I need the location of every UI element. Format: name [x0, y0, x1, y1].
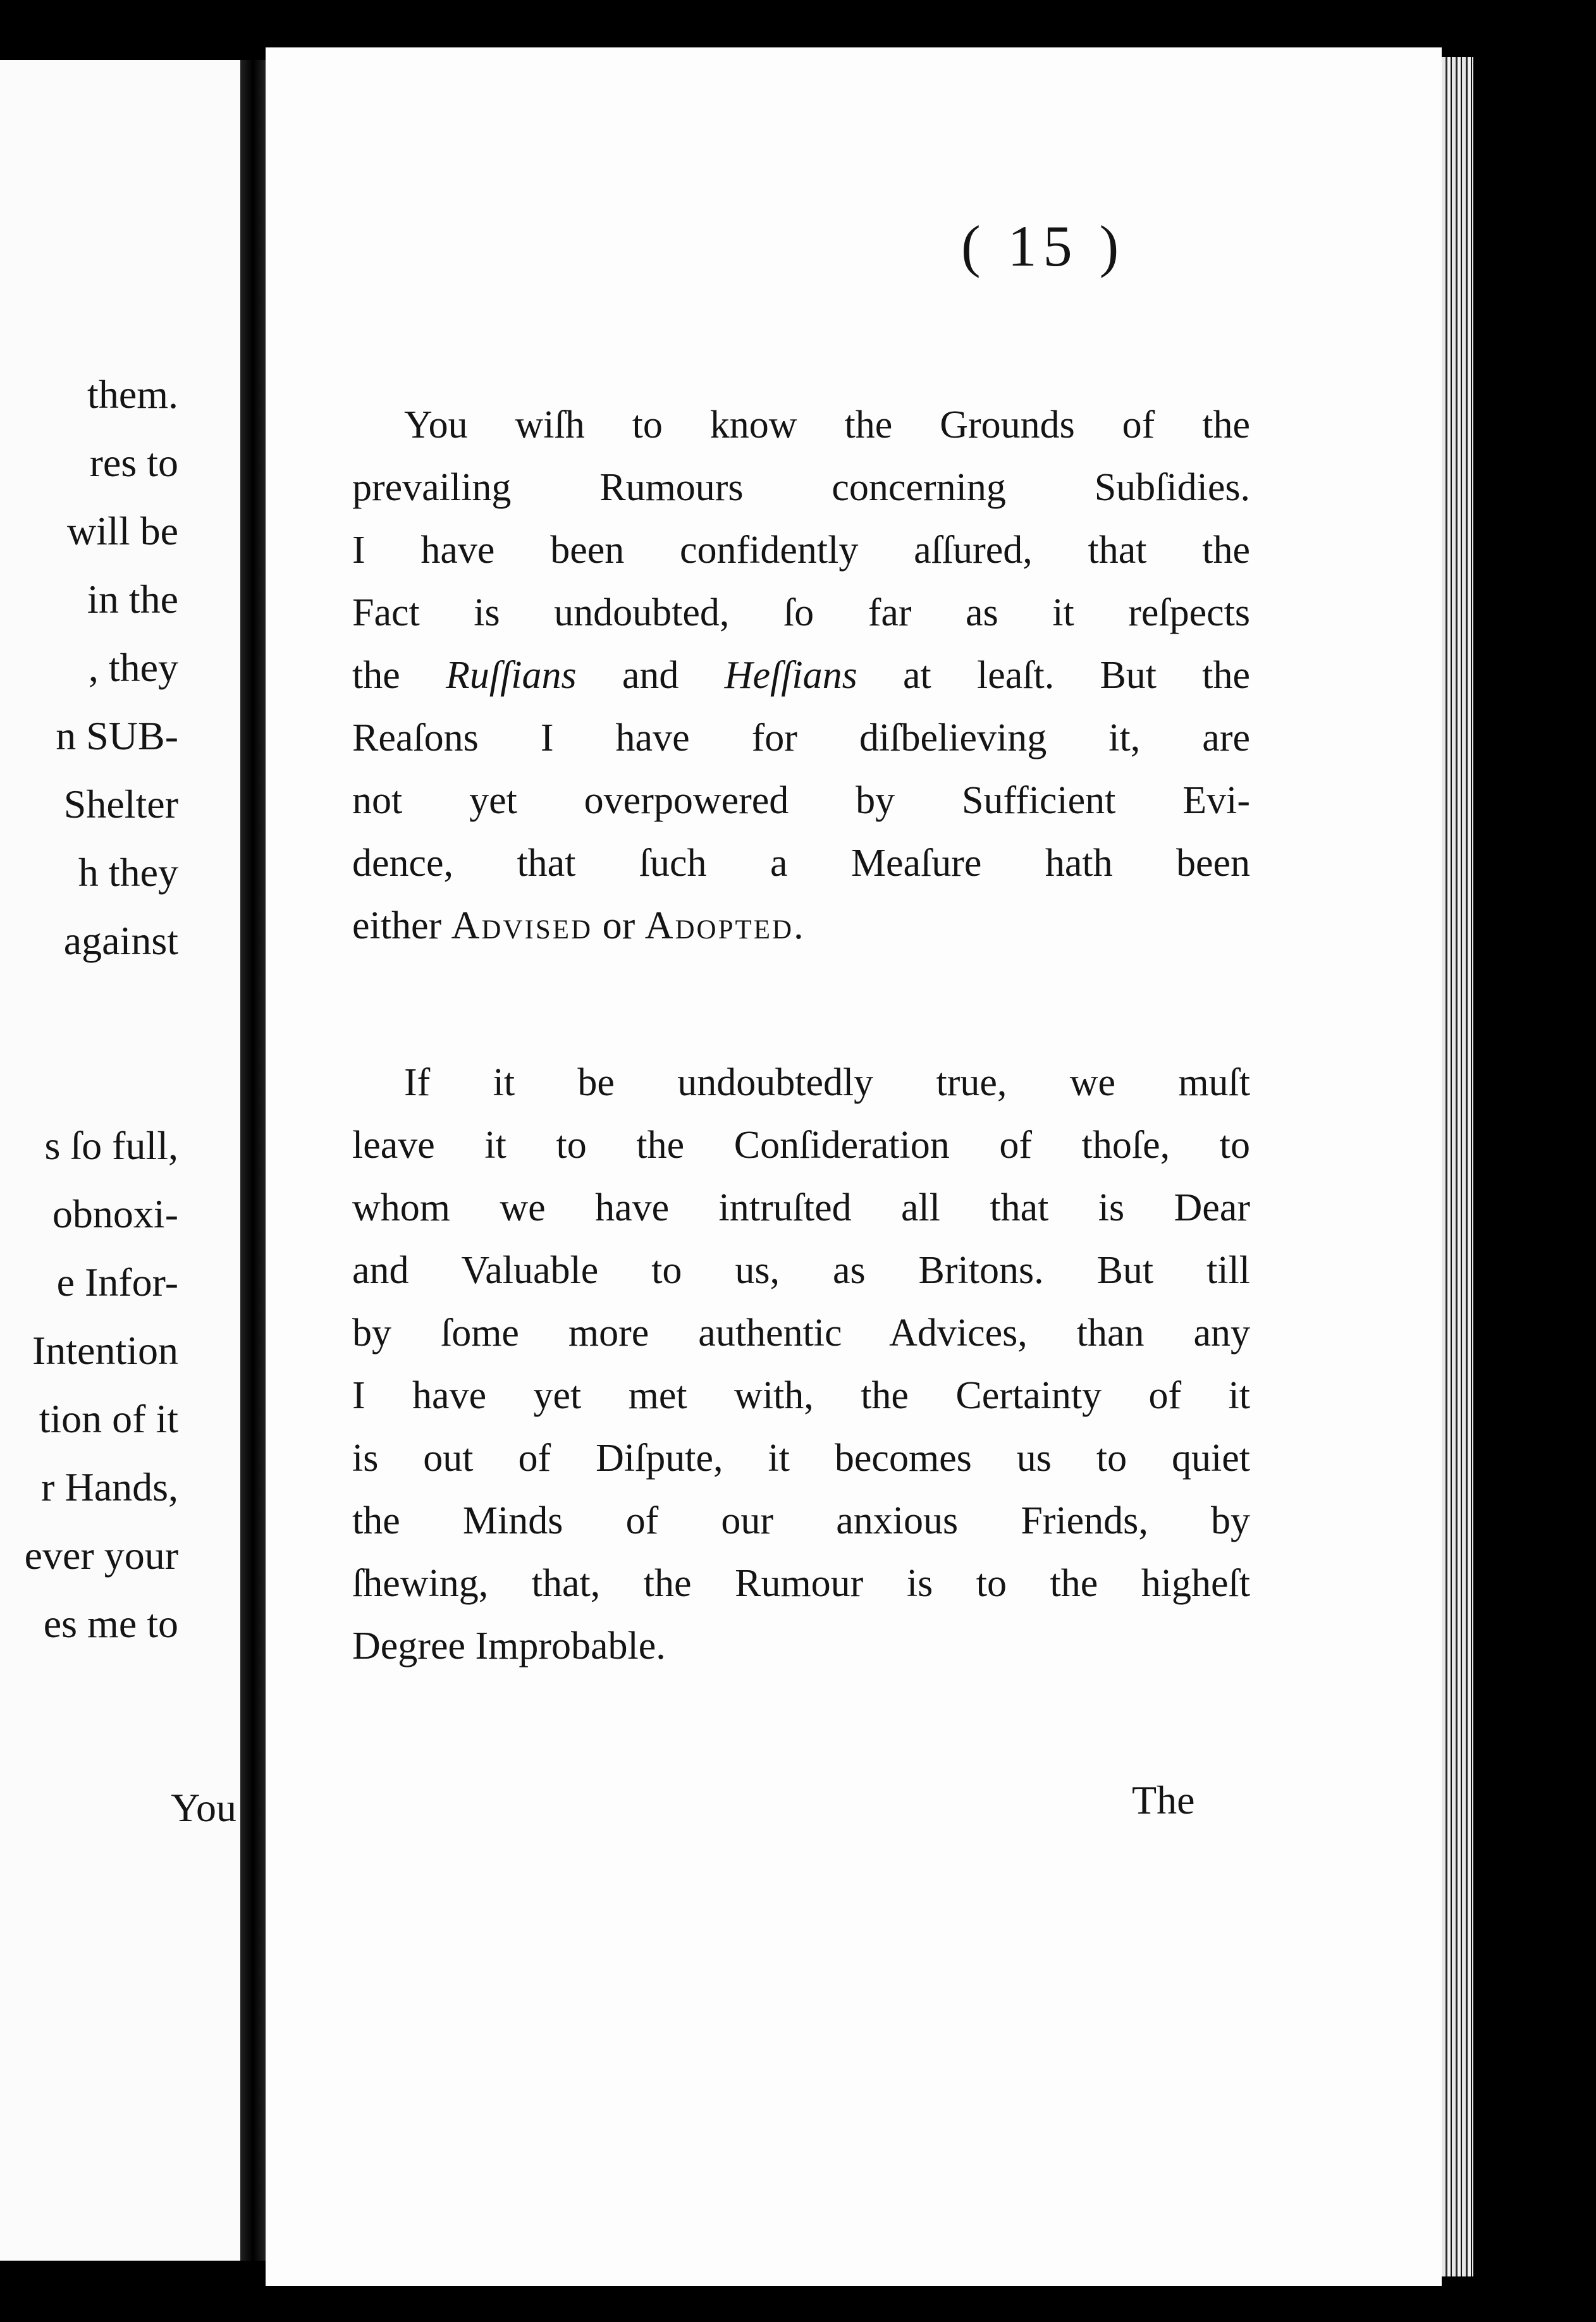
page-edges — [1442, 57, 1473, 2276]
text-run: is out of Diſpute, it becomes us to quiet — [352, 1437, 1250, 1480]
page-number: ( 15 ) — [961, 214, 1126, 278]
left-page-line: h they — [78, 850, 178, 895]
left-page-line: n SUB- — [56, 713, 178, 758]
text-run: or — [592, 904, 645, 947]
catchword: The — [1132, 1778, 1195, 1822]
left-page-line: es me to — [43, 1601, 178, 1646]
italic-word: Ruſſians — [445, 654, 577, 697]
text-run: and — [576, 654, 725, 697]
text-run: the — [352, 654, 446, 697]
text-line — [352, 582, 1250, 644]
text-line — [352, 1177, 1250, 1239]
text-run: Reaſons I have for diſbelieving it, are — [352, 716, 1250, 759]
text-run: You wiſh to know the Grounds of the — [404, 403, 1250, 446]
text-line — [352, 770, 1250, 832]
left-page-line: Shelter — [63, 782, 178, 826]
text-run: and Valuable to us, as Britons. But till — [352, 1249, 1250, 1292]
left-page-line: , they — [88, 645, 178, 690]
italic-word: Heſſians — [724, 654, 857, 697]
left-page-line: obnoxi- — [52, 1191, 178, 1236]
text-line — [352, 707, 1250, 770]
left-page-line: against — [63, 918, 178, 963]
text-run: dence, that ſuch a Meaſure hath been — [352, 842, 1250, 885]
left-page-fragment — [0, 60, 240, 2261]
left-page-line: r Hands, — [41, 1465, 178, 1509]
text-run: the Minds of our anxious Friends, by — [352, 1499, 1250, 1542]
text-line — [352, 1490, 1250, 1552]
text-line — [352, 1052, 1250, 1114]
left-page-line: Intention — [32, 1328, 178, 1373]
small-caps-word: Adopted — [644, 904, 794, 947]
left-page-line: them. — [87, 372, 178, 417]
left-page-line: ever your — [24, 1533, 178, 1578]
text-line — [352, 457, 1250, 519]
text-line — [352, 1427, 1250, 1490]
text-line — [352, 1615, 1250, 1678]
text-run: either — [352, 904, 451, 947]
text-run: Degree Improbable. — [352, 1625, 666, 1668]
text-run: If it be undoubtedly true, we muſt — [404, 1061, 1250, 1104]
right-page — [266, 47, 1442, 2286]
text-run: ſhewing, that, the Rumour is to the higheſt — [352, 1562, 1250, 1605]
text-run: I have yet met with, the Certainty of it — [352, 1374, 1250, 1417]
text-run: leave it to the Conſideration of thoſe, to — [352, 1124, 1250, 1167]
text-run: I have been confidently aſſured, that the — [352, 529, 1250, 572]
paragraph-1 — [352, 394, 1250, 957]
left-page-line: will be — [67, 508, 178, 553]
text-run: . — [794, 904, 804, 947]
left-page-line: res to — [89, 440, 178, 485]
text-run: not yet overpowered by Sufficient Evi- — [352, 779, 1250, 822]
text-line — [352, 1239, 1250, 1302]
paragraph-2 — [352, 1052, 1250, 1678]
left-page-line: in the — [87, 577, 178, 622]
left-page-line: tion of it — [39, 1396, 178, 1441]
text-line — [352, 832, 1250, 895]
text-line — [352, 394, 1250, 457]
text-line — [352, 1302, 1250, 1365]
left-page-line: e Infor- — [56, 1260, 178, 1305]
text-line — [352, 1365, 1250, 1427]
text-line — [352, 644, 1250, 707]
text-line — [352, 1552, 1250, 1615]
small-caps-word: Advised — [451, 904, 593, 947]
text-run: by ſome more authentic Advices, than any — [352, 1312, 1250, 1354]
text-run: prevailing Rumours concerning Subſidies. — [352, 466, 1250, 509]
text-line — [352, 1114, 1250, 1177]
text-run: at leaſt. But the — [857, 654, 1250, 697]
book-gutter — [240, 60, 266, 2261]
left-page-line: s ſo full, — [44, 1123, 178, 1168]
text-run: whom we have intruſted all that is Dear — [352, 1186, 1250, 1229]
text-run: Fact is undoubted, ſo far as it reſpects — [352, 591, 1250, 634]
text-line — [352, 519, 1250, 582]
left-page-catchword: You — [171, 1785, 236, 1830]
text-line — [352, 895, 1250, 957]
